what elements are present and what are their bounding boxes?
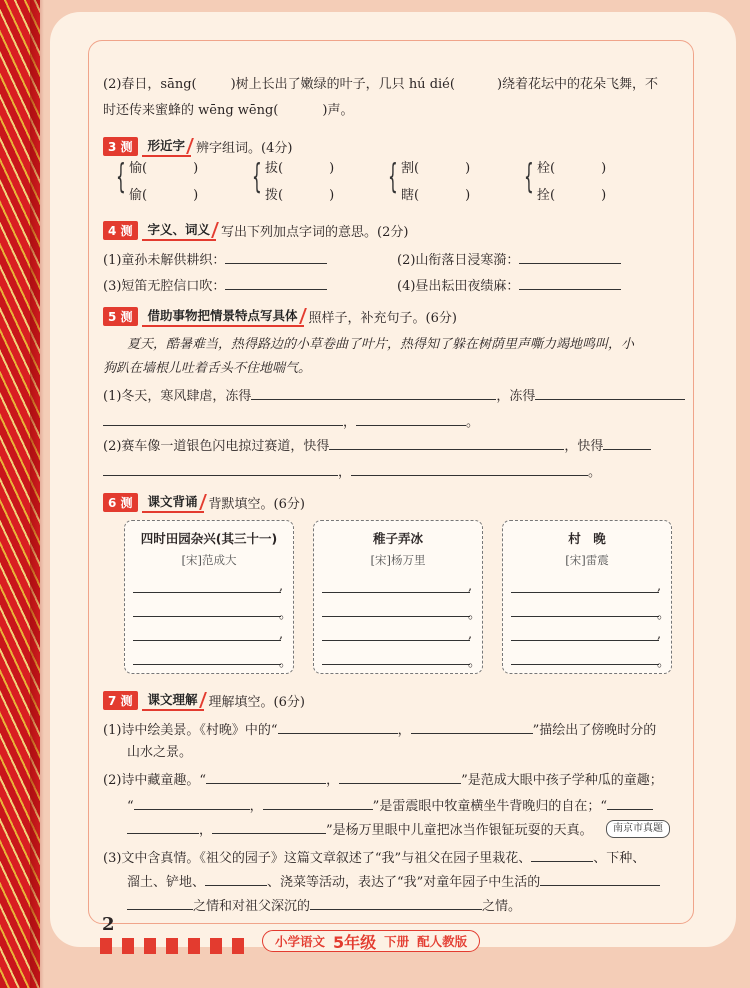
section-instruction: 写出下列加点字词的意思。(2分) [221,224,409,240]
understanding-q3-line1: (3)文中含真情。《祖父的园子》这篇文章叙述了“我”与祖父在园子里栽花、 、下种、 [103,848,645,868]
section-badge: 3 测 [103,137,138,156]
footer-edition: 配人教版 [417,934,468,949]
section-instruction: 照样子，补充句子。(6分) [308,310,457,326]
source-tag: 南京市真题 [606,820,670,838]
strip-shadow [30,0,44,988]
section-badge: 4 测 [103,221,138,240]
sentence-1-line2: ， 。 [103,412,479,432]
section-title: 课文背诵 [142,492,204,513]
poem-title: 四时田园杂兴(其三十一) [140,531,278,546]
section-6-header [103,492,305,512]
sentence-2-line2: ， 。 [103,462,601,482]
section-5-header [103,306,457,326]
example-line-1: 夏天，酷暑难当，热得路边的小草卷曲了叶片，热得知了躲在树荫里声嘶力竭地鸣叫，小 [127,337,635,352]
footer-subject: 小学语文 [275,934,326,949]
section-instruction: 理解填空。(6分) [208,694,305,710]
footer-grade: 5年级 [333,932,377,952]
poem-box-3: 村 晚 [宋]雷震 , 。 , 。 [502,520,672,674]
meaning-item-1: (1)童孙未解供耕织： [103,250,327,270]
q2-line2: 时还传来蜜蜂的 wēng wēng( )声。 [103,103,354,118]
section-3-header [103,136,292,156]
meaning-item-4: (4)昼出耘田夜绩麻： [397,276,621,296]
section-7-header [103,690,305,710]
footer-term: 下册 [384,934,410,949]
page-number: 2 [102,914,115,935]
understanding-q1-line2: 山水之景。 [127,745,193,760]
footer-stripes [100,938,244,954]
poem-author: [宋]雷震 [565,553,609,567]
section-badge: 7 测 [103,691,138,710]
section-title: 借助事物把情景特点写具体 [142,306,304,327]
poem-box-1: 四时田园杂兴(其三十一) [宋]范成大 , 。 , 。 [124,520,294,674]
section-4-header [103,220,408,240]
poem-title: 稚子弄冰 [372,531,423,546]
understanding-q3-line2: 溜土、铲地、 、浇菜等活动，表达了“我”对童年园子中生活的 [127,872,660,892]
section-badge: 6 测 [103,493,138,512]
section-title: 字义、词义 [142,220,217,241]
sentence-2-line1: (2)赛车像一道银色闪电掠过赛道，快得 ，快得 [103,436,651,456]
understanding-q1-line1: (1)诗中绘美景。《村晚》中的“ ， ”描绘出了傍晚时分的 [103,720,656,740]
poem-author: [宋]杨万里 [370,553,426,567]
footer-badge [262,930,480,952]
q2-line1: (2)春日，sāng( )树上长出了嫩绿的叶子，几只 hú dié( )绕着花坛中的花朵飞舞，不 [103,77,659,92]
understanding-q3-line3: 之情和对祖父深沉的 之情。 [127,896,521,916]
section-badge: 5 测 [103,307,138,326]
sentence-1-line1: (1)冬天，寒风肆虐，冻得 ，冻得 [103,386,685,406]
poem-box-2: 稚子弄冰 [宋]杨万里 , 。 , 。 [313,520,483,674]
section-instruction: 辨字组词。(4分) [196,140,293,156]
example-line-2: 狗趴在墙根儿吐着舌头不住地喘气。 [103,361,312,376]
poem-title: 村 晚 [568,531,606,546]
section-instruction: 背默填空。(6分) [208,496,305,512]
poem-author: [宋]范成大 [181,553,237,567]
understanding-q2-line2: “ ， ”是雷震眼中牧童横坐牛背晚归的自在；“ [127,796,653,816]
section-title: 课文理解 [142,690,204,711]
section-title: 形近字 [142,136,192,157]
understanding-q2-line1: (2)诗中藏童趣。“ ， ”是范成大眼中孩子学种瓜的童趣； [103,770,663,790]
meaning-item-2: (2)山衔落日浸寒漪： [397,250,621,270]
understanding-q2-line3: ， ”是杨万里眼中儿童把冰当作银钲玩耍的天真。 [127,820,593,840]
meaning-item-3: (3)短笛无腔信口吹： [103,276,327,296]
